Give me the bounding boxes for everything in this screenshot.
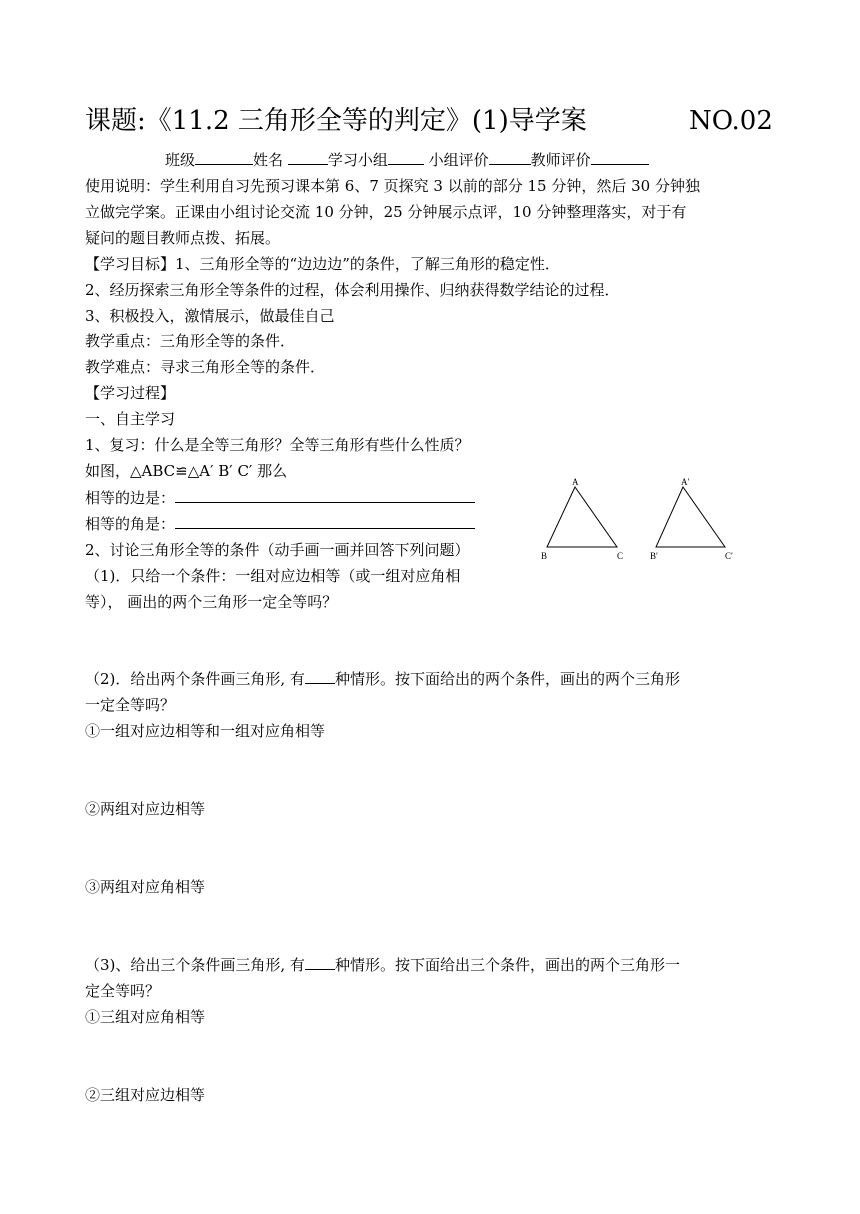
triangles-figure (535, 475, 745, 570)
usage-line-3: 疑问的题目教师点拨、拓展。 (85, 229, 281, 247)
label-c: C (617, 551, 624, 561)
q3-blank[interactable] (305, 955, 335, 970)
name-label: 姓名 (253, 151, 284, 169)
label-a: A (572, 477, 579, 487)
teacher-eval-blank[interactable] (591, 150, 649, 165)
q2-line-1 (85, 669, 680, 689)
name-blank[interactable] (288, 150, 328, 165)
process-heading: 【学习过程】 (85, 384, 176, 402)
q3-item-b: ②三组对应边相等 (85, 1086, 206, 1104)
q3-text-a: （3)、给出三个条件画三角形, 有 (85, 956, 305, 974)
triangle-a-prime (656, 487, 725, 547)
key-point: 教学重点：三角形全等的条件． (85, 332, 296, 350)
q2-item-c: ③两组对应角相等 (85, 878, 206, 896)
info-line (165, 150, 649, 170)
class-label: 班级 (165, 151, 196, 169)
q2-text-a: （2)．给出两个条件画三角形, 有 (85, 670, 305, 688)
title-number: NO.02 (689, 106, 773, 136)
title-main: 课题:《11.2 三角形全等的判定》(1)导学案 (85, 106, 587, 136)
document-title (85, 104, 773, 138)
label-b-prime: B′ (650, 551, 658, 561)
equal-sides-label: 相等的边是： (85, 489, 176, 507)
group-label: 学习小组 (327, 151, 388, 169)
discuss-heading: 2、讨论三角形全等的条件（动手画一画并回答下列问题） (85, 541, 470, 559)
usage-line-1: 使用说明：学生利用自习先预习课本第 6、7 页探究 3 以前的部分 15 分钟，然后 30 分钟独 (85, 177, 700, 195)
goal-1: 【学习目标】1、三角形全等的“边边边”的条件，了解三角形的稳定性． (85, 255, 560, 273)
q3-line-1 (85, 955, 680, 975)
label-c-prime: C′ (725, 551, 733, 561)
group-eval-label: 小组评价 (428, 151, 489, 169)
teacher-eval-label: 教师评价 (530, 151, 591, 169)
equal-sides-line (85, 488, 475, 508)
equal-angles-label: 相等的角是： (85, 515, 176, 533)
q2-line-2: 一定全等吗？ (85, 696, 176, 714)
label-b: B (541, 551, 548, 561)
equal-angles-line (85, 514, 475, 534)
equal-angles-blank[interactable] (175, 514, 475, 529)
triangle-abc (547, 487, 617, 547)
goal-3: 3、积极投入，激情展示，做最佳自己 (85, 307, 335, 325)
class-blank[interactable] (195, 150, 253, 165)
group-blank[interactable] (388, 150, 424, 165)
q3-text-b: 种情形。按下面给出三个条件，画出的两个三角形一 (334, 956, 680, 974)
equal-sides-blank[interactable] (175, 488, 475, 503)
q2-text-b: 种情形。按下面给出的两个条件，画出的两个三角形 (334, 670, 680, 688)
q2-item-a: ①一组对应边相等和一组对应角相等 (85, 722, 326, 740)
q1-line-2: 等）， 画出的两个三角形一定全等吗？ (85, 593, 338, 611)
group-eval-blank[interactable] (489, 150, 531, 165)
section-self-study: 一、自主学习 (85, 410, 176, 428)
usage-line-2: 立做完学案。正课由小组讨论交流 10 分钟，25 分钟展示点评，10 分钟整理落实，对于有 (85, 203, 687, 221)
q2-item-b: ②两组对应边相等 (85, 800, 206, 818)
figure-statement: 如图，△ABC≌△A′ B′ C′ 那么 (85, 462, 288, 480)
label-a-prime: A′ (681, 477, 690, 487)
review-question: 1、复习：什么是全等三角形？全等三角形有些什么性质？ (85, 436, 470, 454)
goal-2: 2、经历探索三角形全等条件的过程，体会利用操作、归纳获得数学结论的过程． (85, 281, 620, 299)
q3-line-2: 定全等吗？ (85, 982, 161, 1000)
q1-line-1: （1)．只给一个条件：一组对应边相等（或一组对应角相 (85, 567, 461, 585)
q2-blank[interactable] (305, 669, 335, 684)
difficulty-point: 教学难点：寻求三角形全等的条件． (85, 358, 326, 376)
q3-item-a: ①三组对应角相等 (85, 1008, 206, 1026)
